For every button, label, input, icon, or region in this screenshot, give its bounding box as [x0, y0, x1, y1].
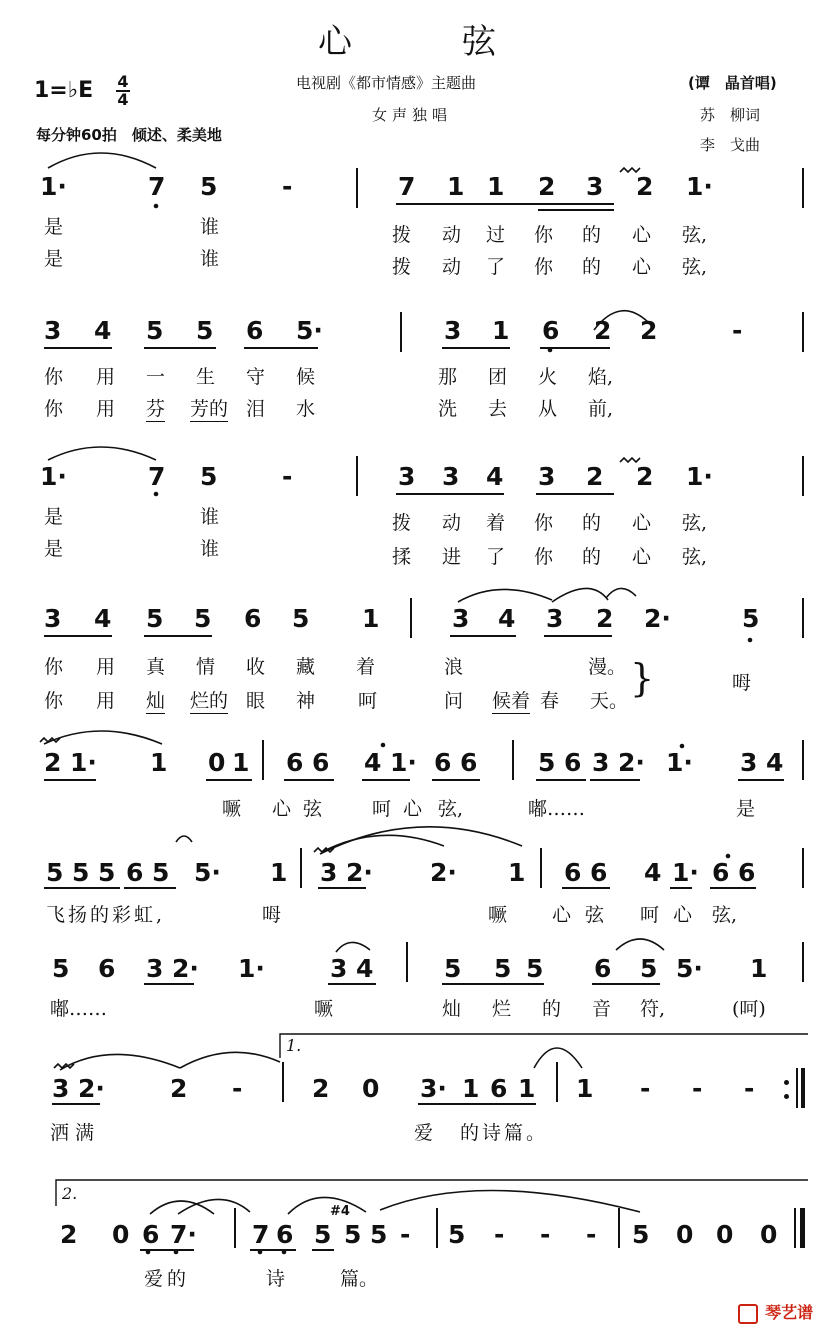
note: 5· — [194, 858, 221, 887]
lyric: 从 — [538, 398, 558, 420]
note: 6 — [564, 748, 582, 777]
singer-credit: (谭 晶首唱) — [688, 74, 777, 92]
note: - — [494, 1220, 505, 1249]
note: 7 — [252, 1220, 270, 1249]
lyric: 呣 — [732, 672, 752, 694]
lyric: 洒满 — [50, 1122, 101, 1144]
note: - — [744, 1074, 755, 1103]
lyric: 灿 — [146, 686, 165, 714]
lyric-brace: } — [630, 656, 655, 700]
subtitle: 电视剧《都市情感》主题曲 — [296, 74, 477, 92]
lyric: 弦, — [438, 798, 464, 820]
note: 6 — [738, 858, 756, 887]
lyric: 候着 — [492, 686, 530, 714]
lyric: 水 — [296, 398, 316, 420]
lyric: 用 — [96, 398, 116, 420]
lyric: 着 — [486, 512, 506, 534]
note: 5 — [314, 1220, 332, 1249]
note: 2 — [60, 1220, 78, 1249]
note: 5· — [676, 954, 703, 983]
note: 5 — [194, 604, 212, 633]
lyric: 拨 — [392, 224, 412, 246]
lyric: 动 — [442, 224, 462, 246]
note: - — [640, 1074, 651, 1103]
note: 5 — [146, 604, 164, 633]
key-signature: 1=♭E — [34, 78, 94, 103]
note: 1 — [232, 748, 250, 777]
note: 1 — [462, 1074, 480, 1103]
lyric: 问 — [444, 690, 464, 712]
note: 1 — [270, 858, 288, 887]
note: 1· — [686, 172, 713, 201]
lyric: 用 — [96, 690, 116, 712]
note: 2· — [346, 858, 373, 887]
note: 4 — [644, 858, 662, 887]
note: 0 — [362, 1074, 380, 1103]
note: 3 — [546, 604, 564, 633]
note: 3 — [398, 462, 416, 491]
note: 7 — [148, 462, 166, 491]
note: 4 — [356, 954, 374, 983]
lyric: 诗 — [266, 1268, 286, 1290]
note: 5 — [98, 858, 116, 887]
note: 5 — [640, 954, 658, 983]
note: 6 — [460, 748, 478, 777]
lyric: 的 — [582, 224, 602, 246]
lyric: 是 — [44, 506, 64, 528]
volta-1-label: 1. — [286, 1036, 302, 1055]
lyric: 音 — [592, 998, 612, 1020]
lyric: 呵心 — [640, 904, 707, 926]
lyric: 生 — [196, 366, 216, 388]
lyric: 心弦 — [272, 798, 335, 820]
note: 1 — [150, 748, 168, 777]
lyric: 真 — [146, 656, 166, 678]
note: 5 — [200, 462, 218, 491]
lyric: 动 — [442, 512, 462, 534]
lyric: 前, — [588, 398, 614, 420]
lyric: 灿 — [442, 998, 462, 1020]
lyric: 你 — [534, 512, 554, 534]
lyric: 神 — [296, 690, 316, 712]
lyric: 呵 — [358, 690, 378, 712]
note: 4 — [94, 316, 112, 345]
lyric: 是 — [44, 248, 64, 270]
note: - — [586, 1220, 597, 1249]
lyric: 团 — [488, 366, 508, 388]
trill-marks — [40, 168, 640, 1068]
note: 1· — [666, 748, 693, 777]
note: 5 — [200, 172, 218, 201]
note: 0 — [716, 1220, 734, 1249]
lyric: 心 — [632, 546, 652, 568]
note: 6 — [490, 1074, 508, 1103]
note: 5 — [370, 1220, 388, 1249]
note: 5 — [344, 1220, 362, 1249]
lyric: 呣 — [262, 904, 282, 926]
lyric: 火 — [538, 366, 558, 388]
note: 3 — [44, 316, 62, 345]
composer-credit: 李 戈曲 — [700, 136, 761, 154]
lyric: 藏 — [296, 656, 316, 678]
note: 2 — [636, 462, 654, 491]
lyric: 弦, — [682, 512, 708, 534]
note: 2 — [640, 316, 658, 345]
lyric: 守 — [246, 366, 266, 388]
lyric: 过 — [486, 224, 506, 246]
lyric: 用 — [96, 656, 116, 678]
note: 6 — [712, 858, 730, 887]
lyric: 嘟…… — [528, 798, 586, 820]
note: 6 — [98, 954, 116, 983]
note: 0 — [676, 1220, 694, 1249]
note: 2 — [312, 1074, 330, 1103]
lyric: 心 — [632, 512, 652, 534]
lyric: 篇。 — [340, 1268, 379, 1290]
lyric: 谁 — [200, 538, 220, 560]
note: 5 — [52, 954, 70, 983]
lyric: 一 — [146, 366, 166, 388]
beams — [44, 204, 784, 1250]
lyric: 心 — [632, 224, 652, 246]
note: 1· — [672, 858, 699, 887]
note: 6 — [286, 748, 304, 777]
lyric: 符, — [640, 998, 666, 1020]
note: 5 — [196, 316, 214, 345]
note: 3 — [320, 858, 338, 887]
note: 2· — [172, 954, 199, 983]
lyric: 春 — [540, 690, 560, 712]
note: 6 — [244, 604, 262, 633]
note: 5 — [444, 954, 462, 983]
note: 1· — [70, 748, 97, 777]
note: 1· — [40, 172, 67, 201]
note: 3 — [146, 954, 164, 983]
lyric: 收 — [246, 656, 266, 678]
note: - — [692, 1074, 703, 1103]
note: 0 — [760, 1220, 778, 1249]
note: 4 — [94, 604, 112, 633]
note: 5 — [632, 1220, 650, 1249]
note: 2 — [44, 748, 62, 777]
note: 0 — [208, 748, 226, 777]
lyric: 拨 — [392, 512, 412, 534]
note: 5 — [146, 316, 164, 345]
lyric: 是 — [736, 798, 756, 820]
lyric: 浪 — [444, 656, 464, 678]
lyric: 那 — [438, 366, 458, 388]
lyric: 焰, — [588, 366, 614, 388]
note: 4 — [498, 604, 516, 633]
lyric: 噘 — [314, 998, 334, 1020]
note: 2 — [170, 1074, 188, 1103]
note: 5 — [46, 858, 64, 887]
lyric: 洗 — [438, 398, 458, 420]
note: 7 — [398, 172, 416, 201]
lyric: 呵心 — [372, 798, 435, 820]
time-bottom: 4 — [117, 90, 129, 109]
lyric: (呵) — [732, 998, 766, 1020]
note: 3 — [592, 748, 610, 777]
note: 5 — [526, 954, 544, 983]
note: 2· — [430, 858, 457, 887]
note: 3 — [586, 172, 604, 201]
lyric: 漫。 — [588, 656, 627, 678]
note: 2 — [636, 172, 654, 201]
note: 3 — [44, 604, 62, 633]
lyric: 的 — [582, 256, 602, 278]
lyric: 你 — [44, 398, 64, 420]
note: 3 — [442, 462, 460, 491]
lyric: 烂的 — [190, 686, 228, 714]
lyric: 拨 — [392, 256, 412, 278]
lyric: 弦, — [712, 904, 738, 926]
lyric: 心弦 — [552, 904, 619, 926]
note: 1 — [447, 172, 465, 201]
note: 6 — [312, 748, 330, 777]
lyric: 天。 — [590, 690, 629, 712]
note: 6 — [564, 858, 582, 887]
volta-brackets — [56, 1034, 808, 1206]
lyric: 是 — [44, 216, 64, 238]
lyric: 烂 — [492, 998, 512, 1020]
note: 5 — [152, 858, 170, 887]
lyric: 动 — [442, 256, 462, 278]
lyric: 了 — [486, 546, 506, 568]
lyric: 你 — [534, 224, 554, 246]
lyric: 候 — [296, 366, 316, 388]
lyric: 弦, — [682, 256, 708, 278]
volta-2-label: 2. — [62, 1184, 78, 1203]
note: 2 — [596, 604, 614, 633]
lyric: 你 — [534, 546, 554, 568]
note: 5 — [448, 1220, 466, 1249]
note: 2· — [78, 1074, 105, 1103]
tempo-marking: 每分钟60拍 倾述、柔美地 — [36, 126, 222, 144]
song-title: 心 弦 — [318, 22, 498, 62]
note: 5 — [538, 748, 556, 777]
lyric: 着 — [356, 656, 376, 678]
lyric: 飞扬的彩虹, — [46, 904, 166, 926]
note: 5 — [494, 954, 512, 983]
note: 4 — [364, 748, 382, 777]
note: 5 — [292, 604, 310, 633]
note: 3· — [420, 1074, 447, 1103]
note: 1 — [508, 858, 526, 887]
lyric: 芳的 — [190, 394, 228, 422]
note: 1 — [750, 954, 768, 983]
note: 2 — [538, 172, 556, 201]
note: 6 — [434, 748, 452, 777]
lyric: 眼 — [246, 690, 266, 712]
watermark-text: 琴艺谱 — [765, 1303, 814, 1322]
note: 3 — [52, 1074, 70, 1103]
lyric: 你 — [44, 690, 64, 712]
note: 6 — [590, 858, 608, 887]
note: 7 — [148, 172, 166, 201]
octave-dots — [146, 204, 756, 1255]
note: 4 — [766, 748, 784, 777]
note: 2 — [586, 462, 604, 491]
slurs — [44, 153, 664, 1214]
lyric: 揉 — [392, 546, 412, 568]
lyric: 了 — [486, 256, 506, 278]
note: 6 — [246, 316, 264, 345]
lyric: 噘 — [488, 904, 508, 926]
lyric: 噘 — [222, 798, 242, 820]
note: 6 — [542, 316, 560, 345]
note: 1· — [40, 462, 67, 491]
lyric: 爱的 — [144, 1268, 191, 1290]
note: - — [400, 1220, 411, 1249]
lyric: 谁 — [200, 248, 220, 270]
note: - — [282, 172, 293, 201]
note: 2· — [644, 604, 671, 633]
note: 3 — [452, 604, 470, 633]
voice-type: 女声独唱 — [372, 106, 453, 124]
lyric: 情 — [196, 656, 216, 678]
lyric: 的诗篇。 — [460, 1122, 549, 1144]
note: - — [540, 1220, 551, 1249]
note: 3 — [538, 462, 556, 491]
sharp-accidental: #4 — [330, 1204, 350, 1219]
lyric: 去 — [488, 398, 508, 420]
lyric: 的 — [582, 546, 602, 568]
lyric: 爱 — [414, 1122, 434, 1144]
note: - — [232, 1074, 243, 1103]
lyric: 芬 — [146, 394, 165, 422]
lyric: 你 — [44, 656, 64, 678]
note: 6 — [594, 954, 612, 983]
lyric: 泪 — [246, 398, 266, 420]
lyric: 用 — [96, 366, 116, 388]
lyric: 弦, — [682, 224, 708, 246]
note: 3 — [740, 748, 758, 777]
note: 1· — [390, 748, 417, 777]
lyric: 谁 — [200, 506, 220, 528]
note: - — [282, 462, 293, 491]
note: 6 — [276, 1220, 294, 1249]
lyric: 你 — [44, 366, 64, 388]
lyric: 的 — [542, 998, 562, 1020]
time-top: 4 — [117, 72, 129, 91]
note: 5 — [742, 604, 760, 633]
note: 1· — [686, 462, 713, 491]
note: 4 — [486, 462, 504, 491]
note: 1 — [362, 604, 380, 633]
note: 2· — [618, 748, 645, 777]
lyricist-credit: 苏 柳词 — [700, 106, 761, 124]
lyric: 的 — [582, 512, 602, 534]
note: 6 — [126, 858, 144, 887]
lyric: 嘟…… — [50, 998, 108, 1020]
lyric: 你 — [534, 256, 554, 278]
note: 5 — [72, 858, 90, 887]
note: 1 — [576, 1074, 594, 1103]
note: 1 — [518, 1074, 536, 1103]
note: 2 — [594, 316, 612, 345]
note: 5· — [296, 316, 323, 345]
lyric: 弦, — [682, 546, 708, 568]
note: 3 — [330, 954, 348, 983]
note: - — [732, 316, 743, 345]
note: 1 — [492, 316, 510, 345]
lyric: 心 — [632, 256, 652, 278]
lyric: 谁 — [200, 216, 220, 238]
note: 6 — [142, 1220, 160, 1249]
lyric: 进 — [442, 546, 462, 568]
note: 3 — [444, 316, 462, 345]
note: 1· — [238, 954, 265, 983]
note: 7· — [170, 1220, 197, 1249]
note: 1 — [487, 172, 505, 201]
lyric: 是 — [44, 538, 64, 560]
note: 0 — [112, 1220, 130, 1249]
